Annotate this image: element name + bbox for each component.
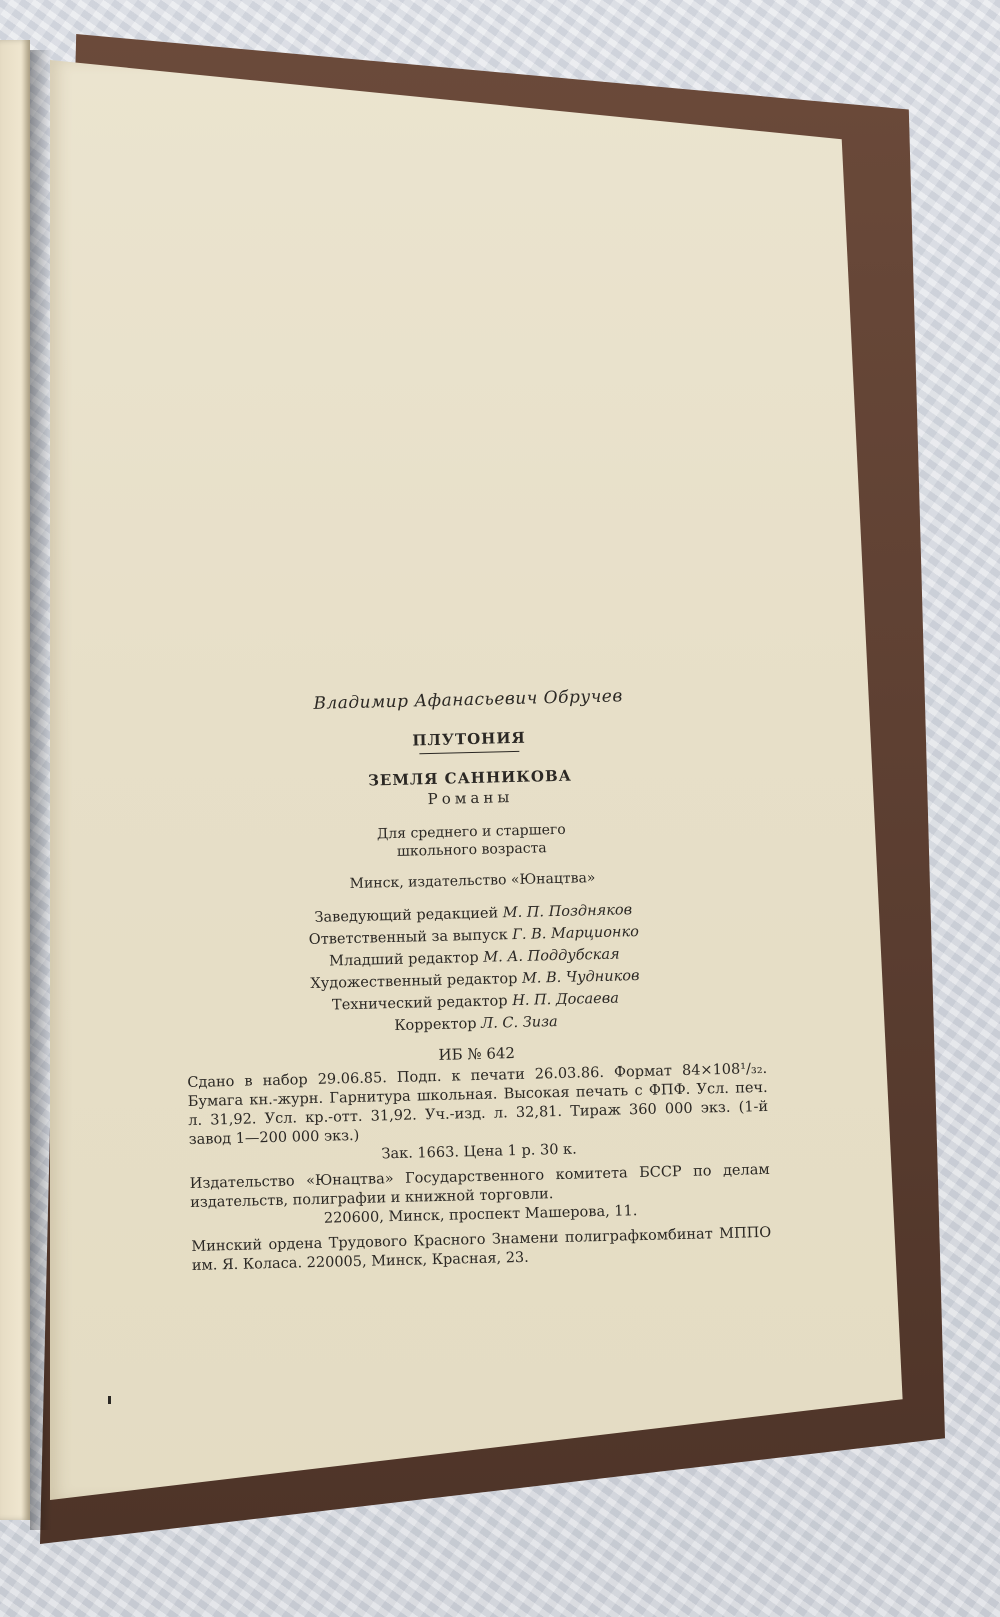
colophon	[178, 683, 772, 1282]
credit-person: М. В. Чудников	[521, 967, 640, 987]
credit-role: Художественный редактор	[310, 970, 518, 993]
specs-text: Сдано в набор 29.06.85. Подп. к печати 26.03.86. Формат 84×108¹/₃₂. Бумага кн.-журн. Гарнитура школьная. Высокая печать с ФПФ. Усл. печ. л. 31,92. Усл. кр.-отт. 31,92. Уч.-изд. л. 32,81. Тираж 360 000 экз. (1-й завод 1—200 000 экз.)	[187, 1060, 769, 1149]
credit-person: Л. С. Зиза	[480, 1013, 558, 1032]
credit-role: Технический редактор	[331, 993, 508, 1014]
credit-person: М. А. Поддубская	[483, 946, 620, 966]
credit-person: Г. В. Марционко	[512, 923, 640, 944]
genre-label: Романы	[427, 788, 514, 809]
ib-number: ИБ № 642	[438, 1044, 516, 1064]
print-specifications	[187, 1060, 769, 1169]
publisher-city-line: Минск, издательство «Юнацтва»	[349, 870, 596, 893]
spine-shadow	[30, 50, 52, 1530]
credit-role: Ответственный за выпуск	[308, 927, 508, 949]
title-zemlya-sannikova: ЗЕМЛЯ САННИКОВА	[367, 766, 573, 790]
credit-role: Корректор	[394, 1015, 477, 1034]
printer-imprint: Минский ордена Трудового Красного Знамени полиграфкомбинат МППО им. Я. Коласа. 220005, Минск, Красная, 23.	[191, 1224, 772, 1275]
credit-person: Н. П. Досаева	[512, 990, 620, 1010]
credit-role: Младший редактор	[328, 949, 479, 970]
publisher-imprint	[190, 1161, 771, 1232]
audience-line-2: школьного возраста	[396, 840, 547, 860]
publisher-address: 220600, Минск, проспект Машерова, 11.	[323, 1203, 638, 1227]
page-speck	[108, 1396, 111, 1404]
credits-list	[183, 896, 766, 1042]
publisher-imprint-text: Издательство «Юнацтва» Государственного комитета БССР по делам издательств, полиграфии и книжной торговли.	[189, 1161, 770, 1212]
left-facing-page	[0, 40, 30, 1520]
order-and-price: Зак. 1663. Цена 1 р. 30 к.	[381, 1141, 577, 1163]
credit-person: М. П. Поздняков	[502, 902, 633, 922]
audience-line-1: Для среднего и старшего	[376, 821, 566, 843]
audience-note	[181, 816, 762, 866]
title-plutonia: ПЛУТОНИЯ	[412, 728, 526, 750]
author-name: Владимир Афанасьевич Обручев	[313, 686, 623, 714]
credit-role: Заведующий редакцией	[314, 905, 499, 926]
title-underline	[419, 751, 519, 754]
